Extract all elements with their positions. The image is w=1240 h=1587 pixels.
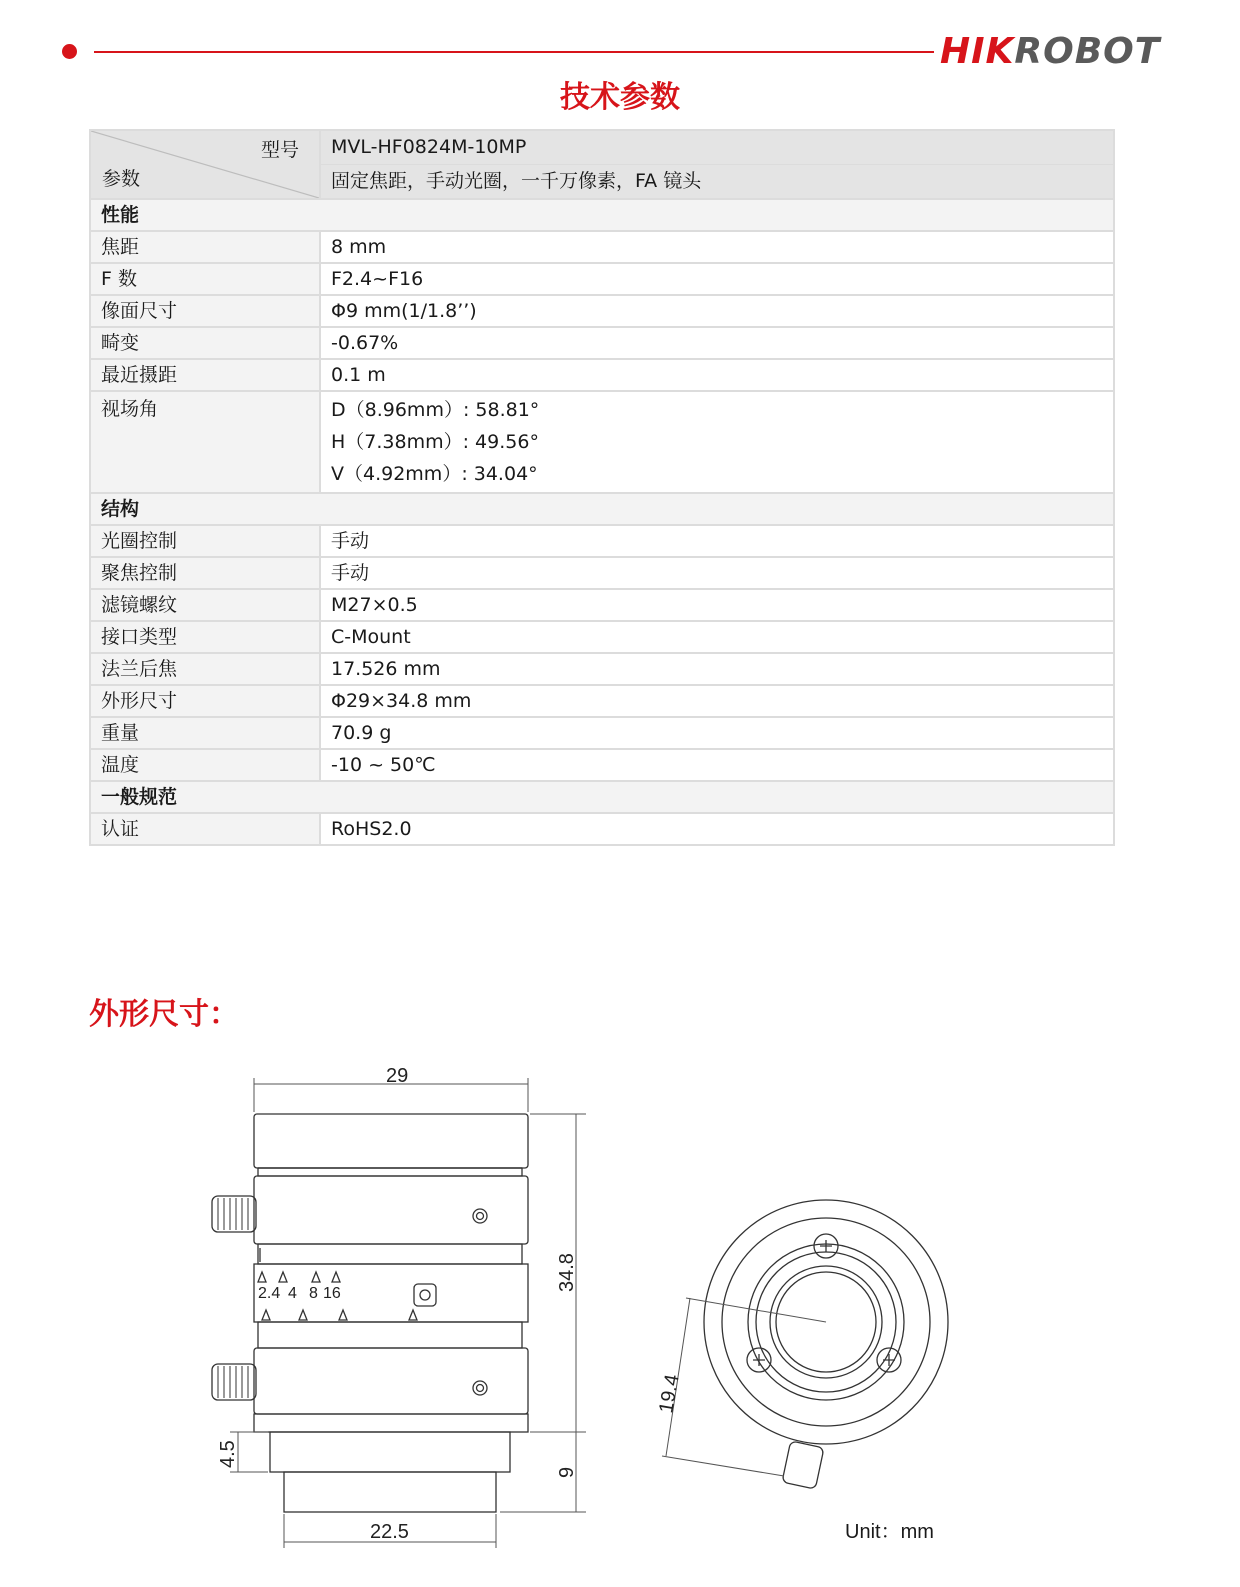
- lens-lower-barrel: [254, 1348, 528, 1414]
- param-value: 8 mm: [320, 231, 1114, 263]
- dim-mount-offset: 4.5: [217, 1440, 239, 1468]
- model-number: MVL-HF0824M-10MP: [321, 131, 1113, 165]
- lens-mount-flange: [270, 1432, 510, 1472]
- table-row: [90, 813, 1114, 845]
- param-value: 手动: [320, 557, 1114, 589]
- param-value: 0.1 m: [320, 359, 1114, 391]
- table-row: [90, 391, 1114, 493]
- table-row: [90, 717, 1114, 749]
- param-name: F 数: [90, 263, 320, 295]
- lens-focus-barrel: [254, 1176, 528, 1244]
- aperture-scale-1: 2.4: [258, 1285, 281, 1302]
- front-view: [704, 1200, 948, 1489]
- logo-hik: HIK: [940, 31, 1015, 72]
- section-row: [90, 493, 1114, 525]
- dim-top-width: 29: [386, 1065, 409, 1087]
- aperture-scale-3: 8: [309, 1285, 318, 1302]
- header-value-cell: [320, 130, 1114, 199]
- param-name: 温度: [90, 749, 320, 781]
- param-name: 最近摄距: [90, 359, 320, 391]
- param-value: Φ29×34.8 mm: [320, 685, 1114, 717]
- param-name: 接口类型: [90, 621, 320, 653]
- table-row: [90, 621, 1114, 653]
- header-corner-cell: [90, 130, 320, 199]
- param-name: 视场角: [90, 391, 320, 493]
- param-value: RoHS2.0: [320, 813, 1114, 845]
- table-row: [90, 525, 1114, 557]
- param-name: 重量: [90, 717, 320, 749]
- table-row: [90, 685, 1114, 717]
- focus-lock-knob: [212, 1196, 256, 1232]
- section-row: [90, 781, 1114, 813]
- table-row: [90, 589, 1114, 621]
- param-name: 畸变: [90, 327, 320, 359]
- param-name: 像面尺寸: [90, 295, 320, 327]
- param-value: 17.526 mm: [320, 653, 1114, 685]
- header-rule: [94, 51, 934, 53]
- table-row: [90, 295, 1114, 327]
- logo-robot: ROBOT: [1014, 31, 1161, 72]
- model-description: 固定焦距，手动光圈，一千万像素，FA 镜头: [331, 170, 702, 192]
- aperture-scale-4: 16: [323, 1285, 341, 1302]
- param-value: 70.9 g: [320, 717, 1114, 749]
- fov-line: D（8.96mm）: 58.81°: [331, 399, 540, 421]
- dim-mount-width: 22.5: [370, 1521, 409, 1543]
- param-name: 聚焦控制: [90, 557, 320, 589]
- param-name: 外形尺寸: [90, 685, 320, 717]
- dimension-drawing: [0, 1040, 1240, 1580]
- table-row: [90, 557, 1114, 589]
- dimensions-title: 外形尺寸：: [89, 997, 239, 1032]
- iris-lock-knob: [212, 1364, 256, 1400]
- table-row: [90, 653, 1114, 685]
- section-row: [90, 199, 1114, 231]
- header-dot: [62, 44, 77, 59]
- param-value: -10 ~ 50℃: [320, 749, 1114, 781]
- param-value: [320, 391, 1114, 493]
- lens-front-ring: [254, 1114, 528, 1168]
- page-title: 技术参数: [560, 80, 680, 115]
- param-value: C-Mount: [320, 621, 1114, 653]
- table-row: [90, 263, 1114, 295]
- param-label: 参数: [102, 168, 141, 190]
- table-row: [90, 359, 1114, 391]
- param-value: M27×0.5: [320, 589, 1114, 621]
- param-name: 法兰后焦: [90, 653, 320, 685]
- table-header-row: [90, 130, 1114, 199]
- dim-mount-height: 9: [556, 1466, 578, 1478]
- brand-logo: [940, 30, 1160, 74]
- param-value: F2.4~F16: [320, 263, 1114, 295]
- param-value: Φ9 mm(1/1.8’’): [320, 295, 1114, 327]
- param-name: 认证: [90, 813, 320, 845]
- aperture-scale-2: 4: [288, 1285, 297, 1302]
- table-row: [90, 327, 1114, 359]
- param-name: 焦距: [90, 231, 320, 263]
- lens-mount-thread: [284, 1472, 496, 1512]
- param-name: 滤镜螺纹: [90, 589, 320, 621]
- table-row: [90, 231, 1114, 263]
- model-label: 型号: [260, 139, 299, 161]
- param-value: -0.67%: [320, 327, 1114, 359]
- section-title: 结构: [90, 493, 1114, 525]
- section-title: 一般规范: [90, 781, 1114, 813]
- section-title: 性能: [90, 199, 1114, 231]
- param-value: 手动: [320, 525, 1114, 557]
- param-name: 光圈控制: [90, 525, 320, 557]
- dim-radius: 19.4: [655, 1372, 684, 1415]
- spec-table: [89, 129, 1115, 846]
- fov-line: H（7.38mm）: 49.56°: [331, 431, 539, 453]
- table-row: [90, 749, 1114, 781]
- dim-total-height: 34.8: [556, 1253, 578, 1292]
- fov-line: V（4.92mm）: 34.04°: [331, 463, 538, 485]
- unit-label: Unit：mm: [845, 1521, 934, 1543]
